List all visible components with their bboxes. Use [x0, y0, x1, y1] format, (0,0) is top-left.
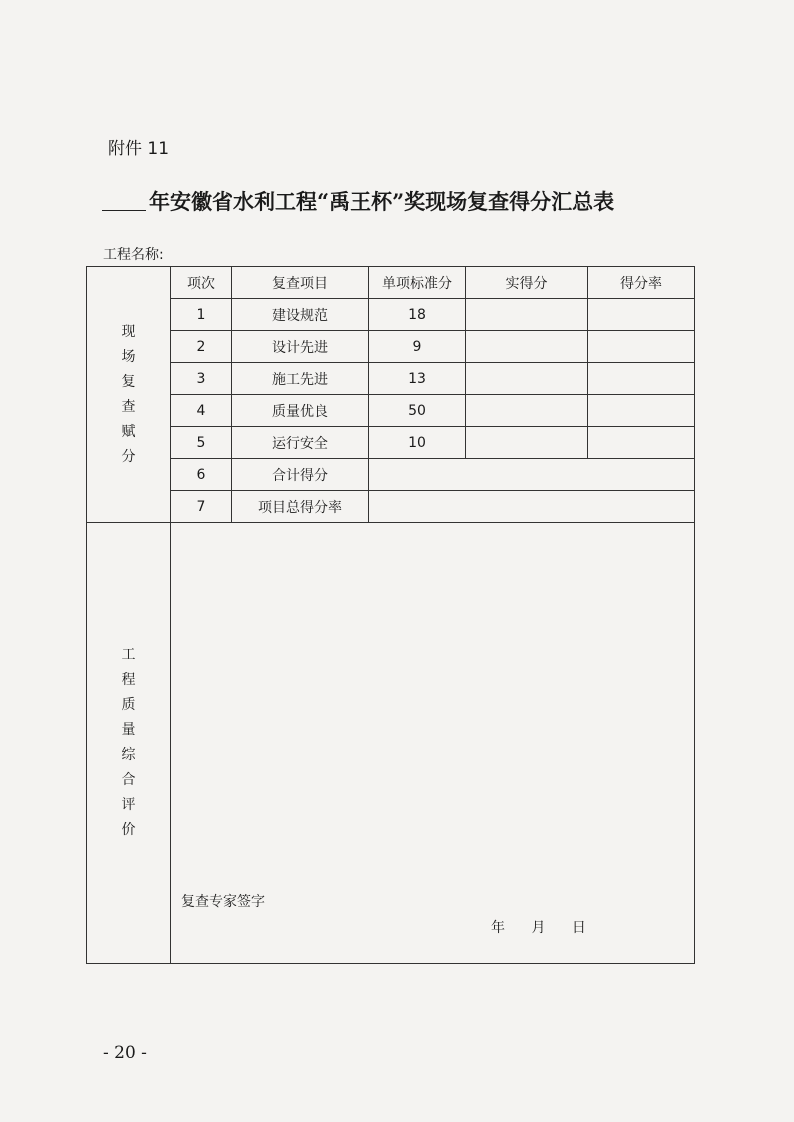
year-blank	[102, 192, 146, 211]
header-actual: 实得分	[466, 267, 588, 299]
section-quality-evaluation	[87, 523, 171, 964]
section-quality-label	[87, 643, 170, 843]
row-actual[interactable]	[466, 427, 588, 459]
page-title	[102, 186, 702, 216]
section-onsite-review	[87, 267, 171, 523]
row-actual[interactable]	[466, 363, 588, 395]
table-header-row	[87, 267, 695, 299]
section-label-line: 现场	[121, 323, 160, 365]
row-rate[interactable]	[588, 395, 695, 427]
rate-value[interactable]	[369, 491, 695, 523]
summary-table	[86, 266, 695, 964]
row-actual[interactable]	[466, 331, 588, 363]
row-no: 1	[171, 299, 232, 331]
header-no: 项次	[171, 267, 232, 299]
row-standard: 9	[369, 331, 466, 363]
row-item: 设计先进	[232, 331, 369, 363]
evaluation-content[interactable]	[171, 523, 695, 964]
attachment-label: 附件 11	[108, 139, 170, 159]
rate-no: 7	[171, 491, 232, 523]
expert-signature-label: 复查专家签字	[181, 894, 265, 910]
header-item: 复查项目	[232, 267, 369, 299]
project-name-label: 工程名称:	[103, 247, 164, 263]
row-no: 4	[171, 395, 232, 427]
total-no: 6	[171, 459, 232, 491]
table-row	[87, 299, 695, 331]
row-rate[interactable]	[588, 363, 695, 395]
section-onsite-label	[87, 320, 170, 470]
date-label: 年 月 日	[491, 920, 586, 936]
rate-row	[87, 491, 695, 523]
header-rate: 得分率	[588, 267, 695, 299]
total-item: 合计得分	[232, 459, 369, 491]
section-label-line: 质量	[121, 697, 160, 738]
table-row	[87, 427, 695, 459]
row-standard: 10	[369, 427, 466, 459]
table-row	[87, 395, 695, 427]
table-row	[87, 331, 695, 363]
header-standard: 单项标准分	[369, 267, 466, 299]
row-rate[interactable]	[588, 427, 695, 459]
row-actual[interactable]	[466, 299, 588, 331]
row-item: 质量优良	[232, 395, 369, 427]
row-rate[interactable]	[588, 331, 695, 363]
total-row	[87, 459, 695, 491]
row-standard: 50	[369, 395, 466, 427]
row-actual[interactable]	[466, 395, 588, 427]
section-label-line: 工程	[121, 647, 160, 688]
page-number: - 20 -	[103, 1043, 147, 1063]
section-label-line: 综合	[121, 747, 160, 788]
section-label-line: 复查	[121, 373, 160, 415]
row-no: 5	[171, 427, 232, 459]
title-text: 年安徽省水利工程“禹王杯”奖现场复查得分汇总表	[149, 189, 615, 214]
section-label-line: 赋分	[121, 423, 160, 465]
section-label-line: 评价	[121, 797, 160, 838]
row-rate[interactable]	[588, 299, 695, 331]
total-value[interactable]	[369, 459, 695, 491]
row-no: 3	[171, 363, 232, 395]
row-no: 2	[171, 331, 232, 363]
row-item: 施工先进	[232, 363, 369, 395]
evaluation-row	[87, 523, 695, 964]
row-item: 建设规范	[232, 299, 369, 331]
row-standard: 13	[369, 363, 466, 395]
table-row	[87, 363, 695, 395]
row-standard: 18	[369, 299, 466, 331]
rate-item: 项目总得分率	[232, 491, 369, 523]
row-item: 运行安全	[232, 427, 369, 459]
